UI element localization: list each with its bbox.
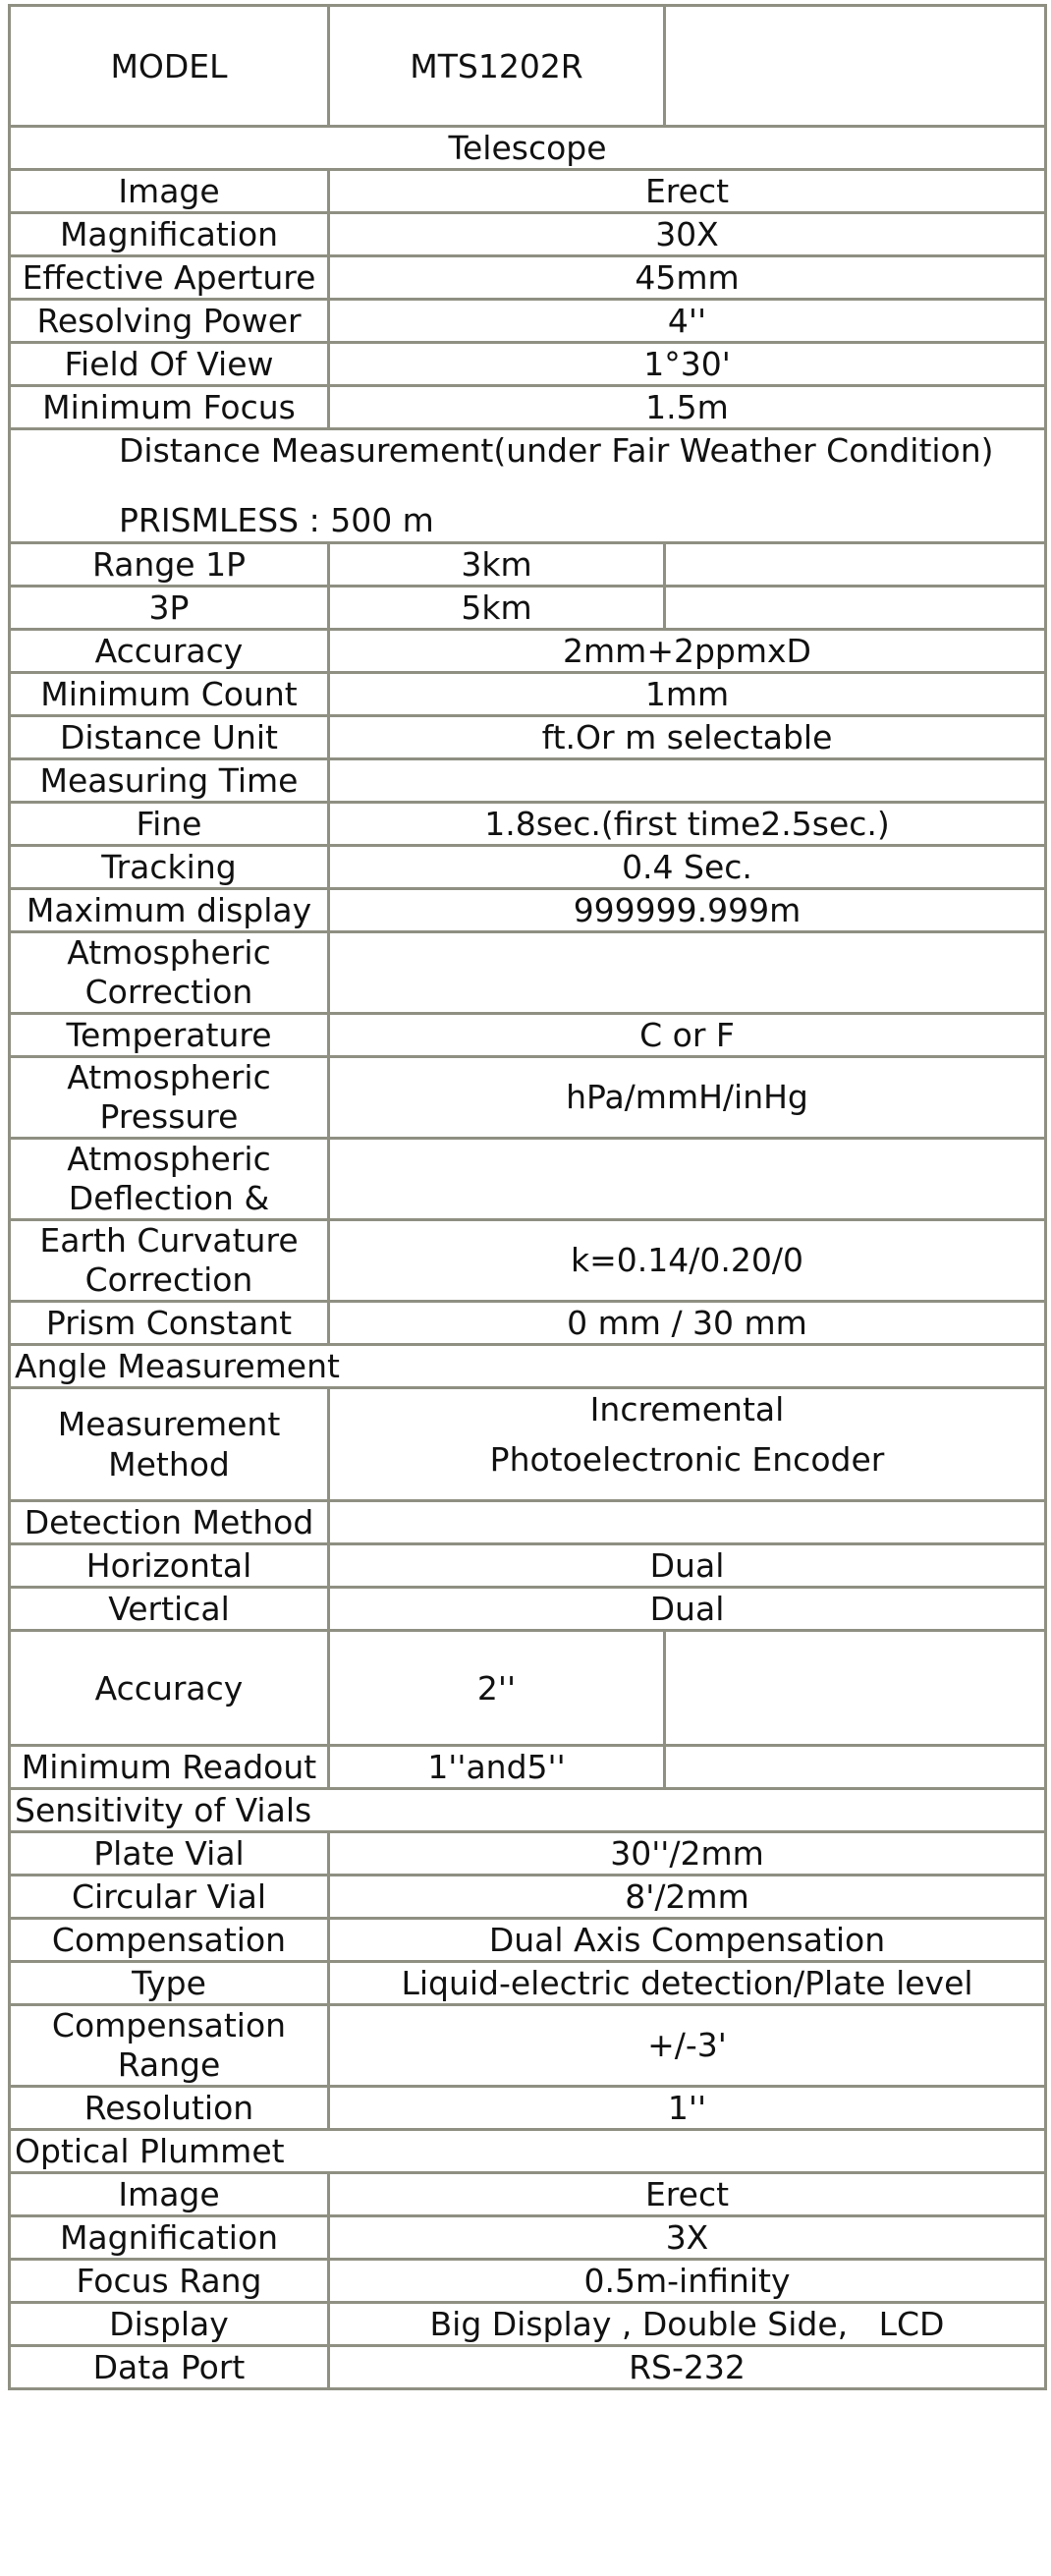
- row-label: Resolving Power: [10, 300, 329, 343]
- row-value: 999999.999m: [329, 889, 1046, 932]
- row-value: +/-3': [329, 2005, 1046, 2087]
- row-label: Magnification: [10, 2216, 329, 2260]
- row-value: 2mm+2ppmxD: [329, 630, 1046, 673]
- row-value: Liquid-electric detection/Plate level: [329, 1962, 1046, 2005]
- plummet-heading: Optical Plummet: [10, 2130, 1046, 2173]
- row-label: Fine: [10, 803, 329, 846]
- row-label: Accuracy: [10, 1631, 329, 1746]
- row-label: Detection Method: [10, 1501, 329, 1544]
- model-value: MTS1202R: [329, 6, 665, 127]
- row-label: Display: [10, 2303, 329, 2346]
- table-row: [10, 2005, 1046, 2087]
- row-value: 45mm: [329, 256, 1046, 300]
- table-row: [10, 2346, 1046, 2389]
- table-row: [10, 587, 1046, 630]
- row-label: Circular Vial: [10, 1876, 329, 1919]
- row-label: Data Port: [10, 2346, 329, 2389]
- table-row: [10, 1139, 1046, 1220]
- row-label: Measurement Method: [10, 1388, 329, 1501]
- row-value: 30''/2mm: [329, 1832, 1046, 1876]
- table-row: [10, 1220, 1046, 1302]
- row-label: Earth Curvature Correction: [10, 1220, 329, 1302]
- section-heading-distance: [10, 429, 1046, 543]
- distance-heading-cell: [10, 429, 1046, 543]
- row-label: Minimum Readout: [10, 1746, 329, 1789]
- distance-heading: Distance Measurement(under Fair Weather Condition): [119, 431, 994, 470]
- table-row: [10, 803, 1046, 846]
- row-value: 0.4 Sec.: [329, 846, 1046, 889]
- row-value: 2'': [329, 1631, 665, 1746]
- row-label: Compensation Range: [10, 2005, 329, 2087]
- row-value: 30X: [329, 213, 1046, 256]
- row-value: 1'': [329, 2087, 1046, 2130]
- section-heading-plummet: [10, 2130, 1046, 2173]
- row-value: Dual: [329, 1588, 1046, 1631]
- row-label: Range 1P: [10, 543, 329, 587]
- row-label: Atmospheric Correction: [10, 932, 329, 1014]
- row-value: Big Display , Double Side, LCD: [329, 2303, 1046, 2346]
- table-row: [10, 1588, 1046, 1631]
- row-label: Vertical: [10, 1588, 329, 1631]
- row-value-empty: [329, 1139, 1046, 1220]
- empty-cell: [665, 587, 1046, 630]
- row-value: Erect: [329, 170, 1046, 213]
- row-value: [329, 759, 1046, 803]
- row-value: 3X: [329, 2216, 1046, 2260]
- method-value-encoder: Photoelectronic Encoder: [489, 1440, 885, 1479]
- table-row: [10, 1919, 1046, 1962]
- row-label: Tracking: [10, 846, 329, 889]
- row-value-empty: [329, 1501, 1046, 1544]
- row-value: 1.5m: [329, 386, 1046, 429]
- table-row: [10, 1388, 1046, 1501]
- table-row: [10, 2216, 1046, 2260]
- spacer: [119, 471, 1040, 500]
- row-label: Minimum Focus: [10, 386, 329, 429]
- row-label: Horizontal: [10, 1544, 329, 1588]
- model-empty-cell: [665, 6, 1046, 127]
- row-label: Resolution: [10, 2087, 329, 2130]
- prismless-range: PRISMLESS : 500 m: [119, 501, 434, 539]
- section-heading-vials: [10, 1789, 1046, 1832]
- row-value: 0.5m-infinity: [329, 2260, 1046, 2303]
- table-row: [10, 256, 1046, 300]
- table-row: [10, 673, 1046, 716]
- table-row: [10, 170, 1046, 213]
- row-label: Image: [10, 170, 329, 213]
- row-label: Atmospheric Deflection &: [10, 1139, 329, 1220]
- table-row: [10, 2303, 1046, 2346]
- row-label: Field Of View: [10, 343, 329, 386]
- row-value: 5km: [329, 587, 665, 630]
- model-label: MODEL: [10, 6, 329, 127]
- row-label: Maximum display: [10, 889, 329, 932]
- row-label: Temperature: [10, 1014, 329, 1057]
- row-value-cell: [329, 1388, 1046, 1501]
- row-value: hPa/mmH/inHg: [329, 1057, 1046, 1139]
- table-row: [10, 1746, 1046, 1789]
- row-value: 4'': [329, 300, 1046, 343]
- table-row: [10, 1832, 1046, 1876]
- vials-heading: Sensitivity of Vials: [10, 1789, 1046, 1832]
- table-row: [10, 630, 1046, 673]
- empty-cell: [665, 1746, 1046, 1789]
- row-label: Effective Aperture: [10, 256, 329, 300]
- spacer: [334, 1429, 1040, 1439]
- table-row: [10, 300, 1046, 343]
- row-value: Erect: [329, 2173, 1046, 2216]
- table-row: [10, 1014, 1046, 1057]
- row-label: Magnification: [10, 213, 329, 256]
- table-row: [10, 846, 1046, 889]
- model-row: [10, 6, 1046, 127]
- table-row: [10, 1631, 1046, 1746]
- table-row: [10, 2260, 1046, 2303]
- table-row: [10, 932, 1046, 1014]
- row-value: 1.8sec.(first time2.5sec.): [329, 803, 1046, 846]
- row-value: k=0.14/0.20/0: [329, 1220, 1046, 1302]
- table-row: [10, 716, 1046, 759]
- row-value: 1°30': [329, 343, 1046, 386]
- table-row: [10, 343, 1046, 386]
- section-heading-angle: [10, 1345, 1046, 1388]
- table-row: [10, 759, 1046, 803]
- row-label: Distance Unit: [10, 716, 329, 759]
- empty-cell: [665, 543, 1046, 587]
- table-row: [10, 1544, 1046, 1588]
- row-value: 1''and5'': [329, 1746, 665, 1789]
- row-value: C or F: [329, 1014, 1046, 1057]
- row-label: Type: [10, 1962, 329, 2005]
- row-value: Dual Axis Compensation: [329, 1919, 1046, 1962]
- row-value: 1mm: [329, 673, 1046, 716]
- row-value: RS-232: [329, 2346, 1046, 2389]
- table-row: [10, 386, 1046, 429]
- table-row: [10, 1302, 1046, 1345]
- row-label: Plate Vial: [10, 1832, 329, 1876]
- table-row: [10, 1501, 1046, 1544]
- telescope-heading: Telescope: [10, 127, 1046, 170]
- row-value: 8'/2mm: [329, 1876, 1046, 1919]
- row-label: Focus Rang: [10, 2260, 329, 2303]
- row-value: 0 mm / 30 mm: [329, 1302, 1046, 1345]
- table-row: [10, 213, 1046, 256]
- row-label: Accuracy: [10, 630, 329, 673]
- table-row: [10, 543, 1046, 587]
- row-value: Dual: [329, 1544, 1046, 1588]
- table-row: [10, 889, 1046, 932]
- table-row: [10, 1057, 1046, 1139]
- empty-cell: [665, 1631, 1046, 1746]
- row-label: Atmospheric Pressure: [10, 1057, 329, 1139]
- section-heading-telescope: [10, 127, 1046, 170]
- method-value-incremental: Incremental: [589, 1390, 785, 1428]
- row-value: ft.Or m selectable: [329, 716, 1046, 759]
- row-label: Measuring Time: [10, 759, 329, 803]
- angle-heading: Angle Measurement: [10, 1345, 1046, 1388]
- table-row: [10, 1876, 1046, 1919]
- row-label: Compensation: [10, 1919, 329, 1962]
- table-row: [10, 2087, 1046, 2130]
- row-label: Prism Constant: [10, 1302, 329, 1345]
- row-value-empty: [329, 932, 1046, 1014]
- row-label: Minimum Count: [10, 673, 329, 716]
- row-label: Image: [10, 2173, 329, 2216]
- row-value: 3km: [329, 543, 665, 587]
- spec-table: [8, 4, 1047, 2390]
- table-row: [10, 2173, 1046, 2216]
- table-row: [10, 1962, 1046, 2005]
- row-label: 3P: [10, 587, 329, 630]
